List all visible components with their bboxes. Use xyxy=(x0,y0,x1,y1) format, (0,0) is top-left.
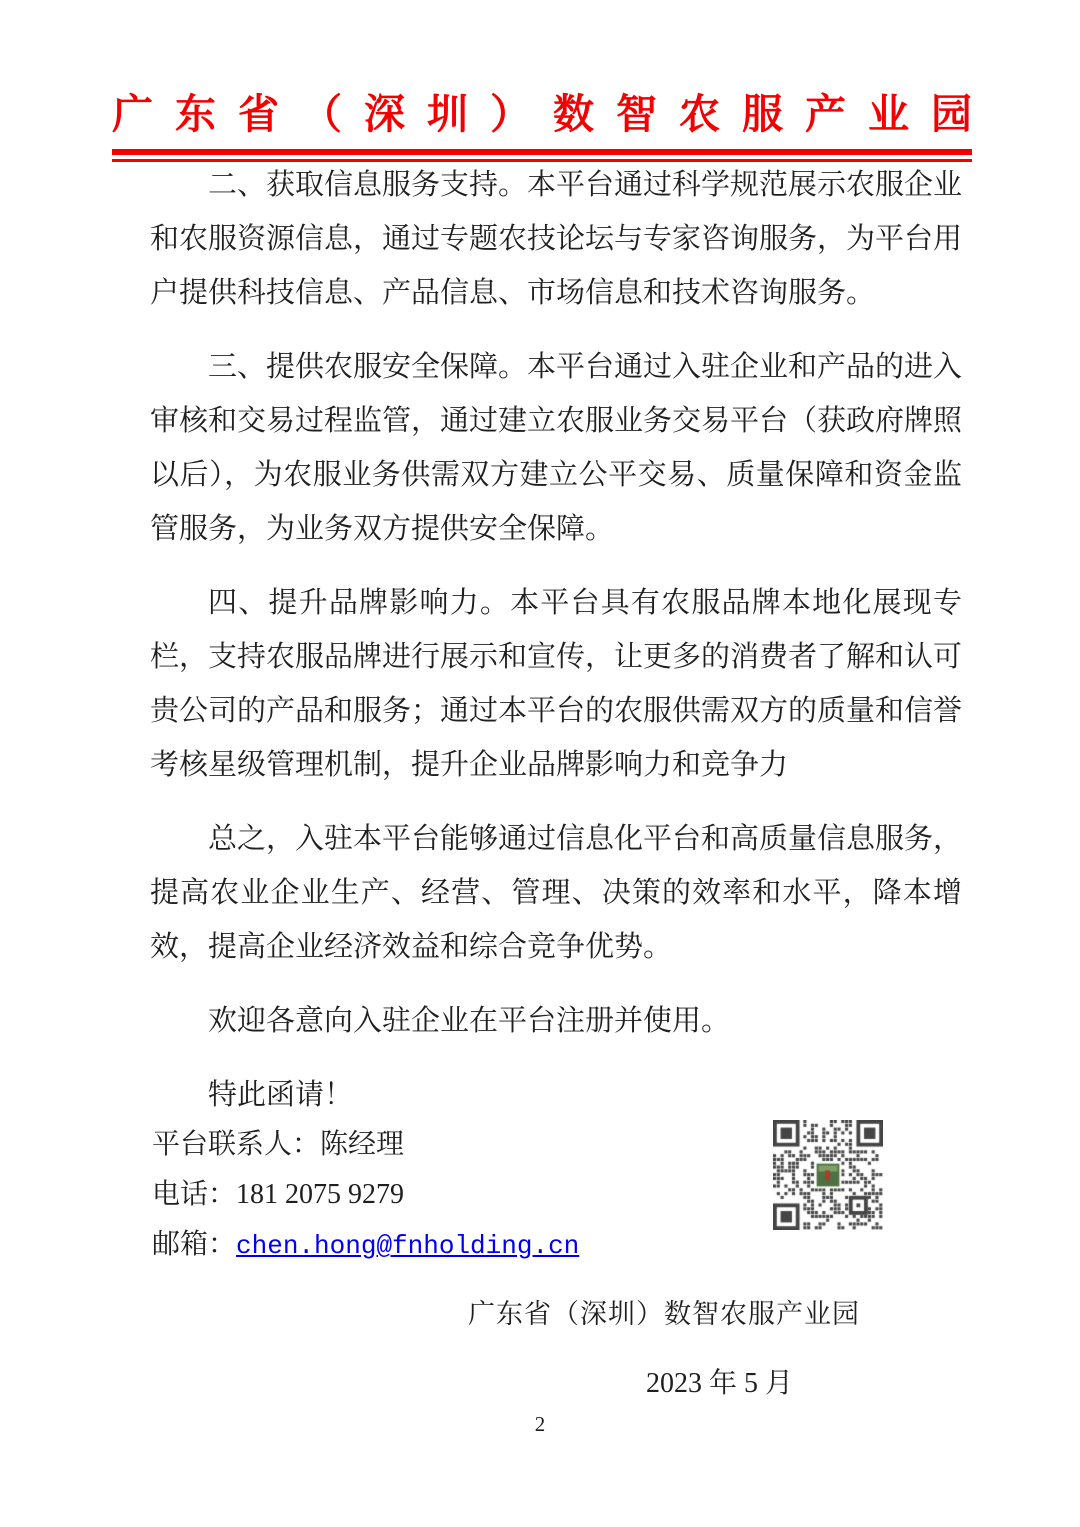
contact-block xyxy=(152,1120,579,1271)
letter-body xyxy=(150,158,962,1142)
paragraph-security-guarantee: 三、提供农服安全保障。本平台通过入驻企业和产品的进入审核和交易过程监管，通过建立农服业务交易平台（获政府牌照以后），为农服业务供需双方建立公平交易、质量保障和资金监管服务，为业务双方提供安全保障。 xyxy=(150,351,963,545)
paragraph-welcome: 欢迎各意向入驻企业在平台注册并使用。 xyxy=(208,1005,731,1037)
paragraph-info-service: 二、获取信息服务支持。本平台通过科学规范展示农服企业和农服资源信息，通过专题农技论坛与专家咨询服务，为平台用户提供科技信息、产品信息、市场信息和技术咨询服务。 xyxy=(150,169,963,309)
letterhead xyxy=(112,92,972,162)
org-title: 广 东 省 （ 深 圳 ） 数 智 农 服 产 业 园 xyxy=(112,91,972,137)
paragraph-brand-influence: 四、提升品牌影响力。本平台具有农服品牌本地化展现专栏，支持农服品牌进行展示和宣传，让更多的消费者了解和认可贵公司的产品和服务；通过本平台的农服供需双方的质量和信誉考核星级管理机制，提升企业品牌影响力和竞争力 xyxy=(150,587,963,781)
date: 2023 年 5 月 xyxy=(646,1368,794,1399)
contact-email-label: 邮箱： xyxy=(152,1229,237,1260)
email-link[interactable]: chen.hong@fnholding.cn xyxy=(236,1231,580,1261)
paragraph-closing: 特此函请！ xyxy=(208,1079,354,1111)
qr-code-canvas xyxy=(773,1120,883,1230)
contact-phone-line xyxy=(152,1170,579,1220)
letterhead-rule-thick xyxy=(112,149,972,155)
contact-phone-number: 181 2075 9279 xyxy=(236,1179,405,1210)
page-number: 2 xyxy=(534,1412,546,1436)
contact-person: 平台联系人：陈经理 xyxy=(152,1129,405,1160)
contact-email-line xyxy=(152,1220,579,1271)
paragraph-summary: 总之，入驻本平台能够通过信息化平台和高质量信息服务，提高农业企业生产、经营、管理、决策的效率和水平，降本增效，提高企业经济效益和综合竞争优势。 xyxy=(150,823,963,963)
signature: 广东省（深圳）数智农服产业园 xyxy=(468,1299,860,1329)
contact-phone-label: 电话： xyxy=(152,1179,237,1210)
qr-code-icon xyxy=(773,1120,883,1230)
